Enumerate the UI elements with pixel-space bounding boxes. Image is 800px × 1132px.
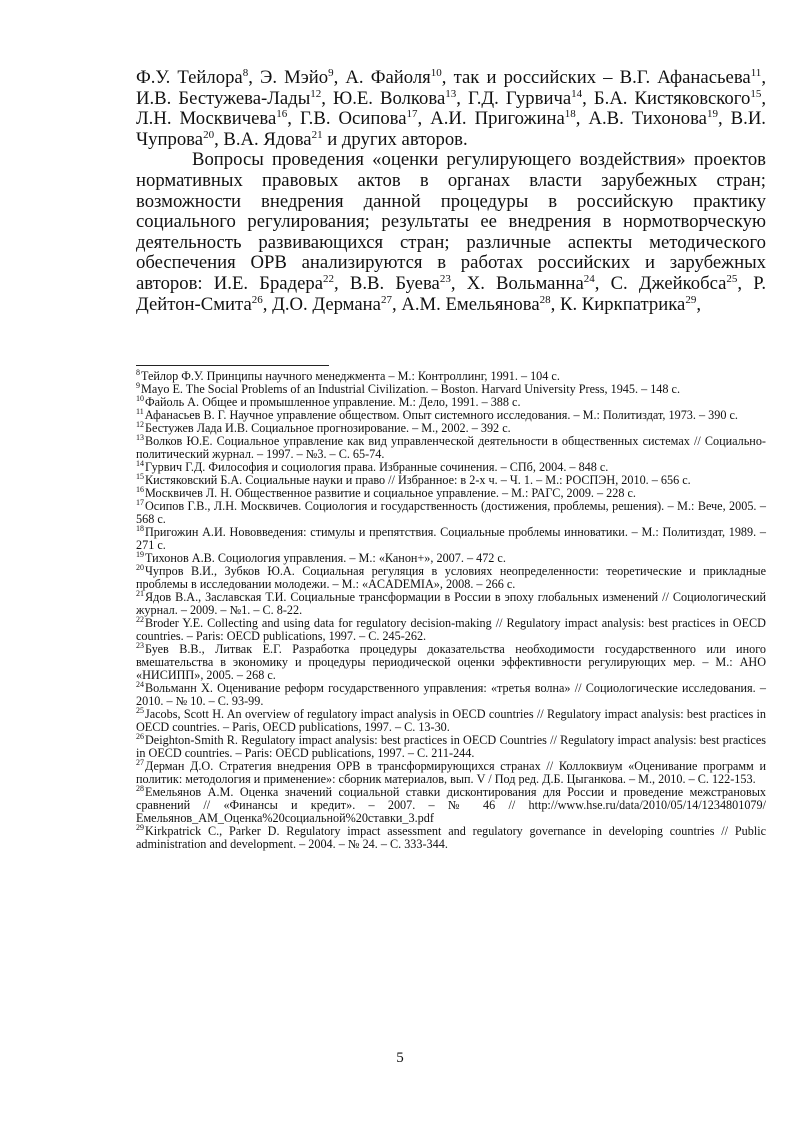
- footnote-number: 12: [136, 420, 144, 429]
- footnote-number: 17: [136, 498, 144, 507]
- footnote-number: 11: [136, 407, 144, 416]
- footnote-ref[interactable]: 25: [726, 272, 738, 285]
- footnote-ref[interactable]: 27: [380, 293, 392, 306]
- footnote-text: Ядов В.А., Заславская Т.И. Социальные трансформации в России в эпоху глобальных изменений // Социологический журнал. – 2009. – №1. – С. 8-22.: [136, 590, 766, 617]
- text-segment: , А.В. Тихонова: [575, 108, 707, 130]
- footnote-number: 29: [136, 823, 144, 832]
- footnote-text: Тейлор Ф.У. Принципы научного менеджмента – М.: Контроллинг, 1991. – 104 с.: [141, 369, 560, 383]
- footnote: [136, 591, 766, 617]
- footnote-ref[interactable]: 16: [276, 108, 288, 121]
- text-segment: , Г.В. Осипова: [287, 108, 407, 130]
- text-segment: , Л.Н. Москвичева: [136, 87, 766, 130]
- footnote-number: 21: [136, 589, 144, 598]
- footnote-text: Осипов Г.В., Л.Н. Москвичев. Социология и государственность (достижения, проблемы, решения). – М.: Вече, 2005. – 568 с.: [136, 499, 766, 526]
- footnote-ref[interactable]: 10: [430, 67, 442, 79]
- footnote-number: 15: [136, 472, 144, 481]
- body-text: [136, 68, 766, 315]
- footnote-text: Deighton-Smith R. Regulatory impact analysis: best practices in OECD Countries // Regulatory impact analysis: best practices in OECD countries. – Paris: OECD publications, 1997. – С. 211-244.: [136, 733, 766, 760]
- footnote: [136, 526, 766, 552]
- footnote-number: 27: [136, 758, 144, 767]
- footnote: [136, 565, 766, 591]
- page-number: 5: [396, 1050, 404, 1066]
- footnote-text: Дерман Д.О. Стратегия внедрения ОРВ в трансформирующихся странах // Коллоквиум «Оценивание программ и политик: методология и применение»: сборник материалов, вып. V / Под ред. Д.Б. Цыганкова. – М., 2010. – С. 122-153.: [136, 759, 766, 786]
- footnote-separator: [136, 365, 329, 366]
- footnote-number: 14: [136, 459, 144, 468]
- footnote-number: 22: [136, 615, 144, 624]
- footnote: [136, 760, 766, 786]
- footnote: [136, 435, 766, 461]
- footnote: [136, 734, 766, 760]
- footnote-text: Jacobs, Scott H. An overview of regulatory impact analysis in OECD countries // Regulatory impact analysis: best practices in OECD countries. – Paris, OECD publications, 1997. – С. 13-30.: [136, 707, 766, 734]
- footnote-number: 19: [136, 550, 144, 559]
- footnote-ref[interactable]: 21: [311, 128, 323, 141]
- footnote: [136, 643, 766, 682]
- footnote-text: Москвичев Л. Н. Общественное развитие и социальное управление. – М.: РАГС, 2009. – 228 с.: [145, 486, 636, 500]
- paragraph-ria-questions: [136, 150, 766, 315]
- footnote-ref[interactable]: 8: [242, 67, 249, 79]
- footnote-text: Гурвич Г.Д. Философия и социология права. Избранные сочинения. – СПб, 2004. – 848 с.: [145, 460, 609, 474]
- text-segment: ,: [696, 293, 702, 315]
- footnote-number: 20: [136, 563, 144, 572]
- footnote-ref[interactable]: 13: [445, 87, 457, 100]
- footnote-text: Чупров В.И., Зубков Ю.А. Социальная регуляция в условиях неопределенности: теоретические и прикладные проблемы в исследовании молодежи. – М.: «ACADEMIA», 2008. – 266 с.: [136, 564, 766, 591]
- text-segment: , В.А. Ядова: [214, 128, 312, 150]
- text-segment: , Х. Вольманна: [450, 272, 584, 294]
- footnote-number: 18: [136, 524, 144, 533]
- footnote-number: 9: [136, 381, 140, 390]
- text-segment: , Г.Д. Гурвича: [456, 87, 572, 109]
- footnote-text: Broder Y.E. Collecting and using data for regulatory decision-making // Regulatory impact analysis: best practices in OECD countries. – Paris: OECD publications, 1997. – С. 245-262.: [136, 616, 766, 643]
- text-segment: , И.В. Бестужева-Лады: [136, 67, 766, 109]
- text-segment: , В.И. Чупрова: [136, 108, 766, 150]
- footnote-text: Буев В.В., Литвак Е.Г. Разработка процедуры доказательства необходимости государственного или иного вмешательства в экономику и процедуры периодической оценки эффективности регулирующих мер. – М.: АНО «НИСИПП», 2005. – 268 с.: [136, 642, 766, 682]
- footnote-text: Емельянов А.М. Оценка значений социальной ставки дисконтирования для России и проведение межстрановых сравнений // «Финансы и кредит». – 2007. – № 46 // http://www.hse.ru/data/2010/05/14/1234801079/Емельянов_АМ_Оценка%20социальной%20ставки_3.pdf: [136, 785, 766, 825]
- footnote-ref[interactable]: 15: [750, 87, 762, 100]
- footnote-number: 25: [136, 706, 144, 715]
- text-segment: , Д.О. Дермана: [262, 293, 381, 315]
- text-segment: , Ю.Е. Волкова: [321, 87, 446, 109]
- footnote-ref[interactable]: 12: [310, 87, 322, 100]
- text-segment: и других авторов.: [322, 128, 468, 150]
- footnotes: [136, 370, 766, 851]
- footnote: [136, 682, 766, 708]
- footnote-text: Волков Ю.Е. Социальное управление как вид управленческой деятельности в общественных системах // Социально-политический журнал. – 1997. – №3. – С. 65-74.: [136, 434, 766, 461]
- footnote-text: Mayo E. The Social Problems of an Industrial Civilization. – Boston. Harvard University Press, 1945. – 148 c.: [141, 382, 680, 396]
- footnote-ref[interactable]: 19: [706, 108, 718, 121]
- footnote-ref[interactable]: 24: [583, 272, 595, 285]
- text-segment: , А.И. Пригожина: [417, 108, 565, 130]
- footnote-text: Kirkpatrick C., Parker D. Regulatory impact assessment and regulatory governance in developing countries // Public administration and development. – 2004. – № 24. – С. 333-344.: [136, 824, 766, 851]
- footnote-ref[interactable]: 11: [750, 67, 762, 79]
- footnote-number: 23: [136, 641, 144, 650]
- footnote-ref[interactable]: 26: [251, 293, 263, 306]
- footnote-ref[interactable]: 9: [328, 67, 334, 79]
- text-segment: , Р. Дейтон-Смита: [136, 272, 766, 315]
- footnote-ref[interactable]: 28: [539, 293, 551, 306]
- footnote-ref[interactable]: 18: [564, 108, 576, 121]
- footnote: [136, 617, 766, 643]
- text-segment: , Э. Мэйо: [248, 67, 329, 88]
- footnote-ref[interactable]: 17: [406, 108, 418, 121]
- text-segment: Ф.У. Тейлора: [136, 67, 243, 88]
- footnote-ref[interactable]: 23: [439, 272, 451, 285]
- footnote-text: Кистяковский Б.А. Социальные науки и право // Избранное: в 2-х ч. – Ч. 1. – М.: РОСПЭН, 2010. – 656 с.: [145, 473, 691, 487]
- text-segment: , Б.А. Кистяковского: [582, 87, 751, 109]
- footnote: [136, 708, 766, 734]
- footnote-number: 10: [136, 394, 144, 403]
- footnote-ref[interactable]: 14: [571, 87, 583, 100]
- footnote-ref[interactable]: 29: [685, 293, 697, 306]
- text-segment: , А.М. Емельянова: [391, 293, 540, 315]
- text-segment: Вопросы проведения «оценки регулирующего воздействия» проектов нормативных правовых актов в органах власти зарубежных стран; возможности внедрения данной процедуры в российскую практику социального регулирования; результаты ее внедрения в нормотворческую деятельность развивающихся стран; различные аспекты методического обеспечения ОРВ анализируются в работах российских и зарубежных авторов: И.Е. Брадера: [136, 149, 766, 294]
- text-segment: , В.В. Буева: [334, 272, 440, 294]
- footnote-number: 16: [136, 485, 144, 494]
- footnote: [136, 825, 766, 851]
- footnote-text: Файоль А. Общее и промышленное управление. М.: Дело, 1991. – 388 с.: [145, 395, 521, 409]
- footnote-text: Вольманн Х. Оценивание реформ государственного управления: «третья волна» // Социологические исследования. – 2010. – № 10. – С. 93-99.: [136, 681, 766, 708]
- text-segment: , С. Джейкобса: [594, 272, 727, 294]
- footnote-text: Пригожин А.И. Нововведения: стимулы и препятствия. Социальные проблемы инноватики. – М.: Политиздат, 1989. – 271 с.: [136, 525, 766, 552]
- footnote-number: 24: [136, 680, 144, 689]
- paragraph-authors: [136, 68, 766, 150]
- text-segment: , А. Файоля: [333, 67, 431, 88]
- text-segment: , так и российских – В.Г. Афанасьева: [441, 67, 751, 88]
- footnote-number: 13: [136, 433, 144, 442]
- footnote: [136, 500, 766, 526]
- footnote-text: Тихонов А.В. Социология управления. – М.: «Канон+», 2007. – 472 с.: [145, 551, 506, 565]
- text-segment: , К. Киркпатрика: [550, 293, 686, 315]
- footnote-number: 26: [136, 732, 144, 741]
- footnote-text: Бестужев Лада И.В. Социальное прогнозирование. – М., 2002. – 392 с.: [145, 421, 511, 435]
- footnote-number: 28: [136, 784, 144, 793]
- footnote: [136, 786, 766, 825]
- footnote-ref[interactable]: 22: [323, 272, 335, 285]
- footnote-number: 8: [136, 368, 140, 377]
- footnote-ref[interactable]: 20: [203, 128, 215, 141]
- footnote-text: Афанасьев В. Г. Научное управление обществом. Опыт системного исследования. – М.: Политиздат, 1973. – 390 с.: [144, 408, 738, 422]
